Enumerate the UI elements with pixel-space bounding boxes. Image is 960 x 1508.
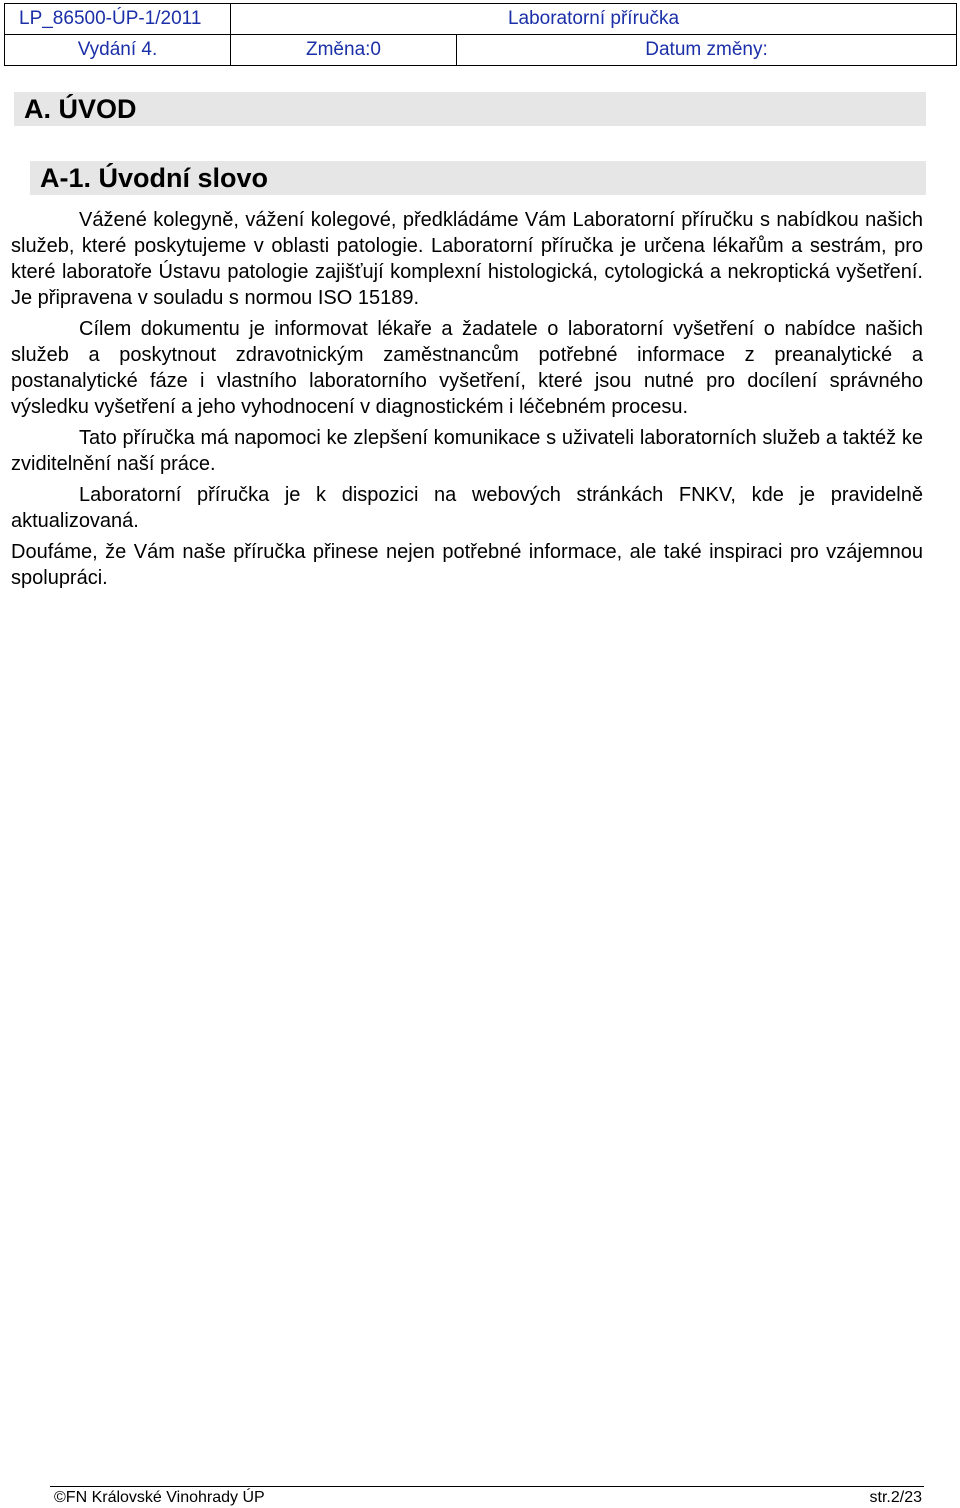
doc-title: Laboratorní příručka bbox=[231, 4, 957, 35]
body-text bbox=[11, 207, 923, 591]
document-footer bbox=[50, 1486, 924, 1506]
section-heading: A. ÚVOD bbox=[14, 92, 926, 126]
change-number: Změna:0 bbox=[231, 35, 457, 66]
doc-id: LP_86500-ÚP-1/2011 bbox=[5, 4, 231, 35]
document-header bbox=[4, 3, 957, 66]
page-number: str.2/23 bbox=[869, 1489, 922, 1506]
paragraph-closing: Doufáme, že Vám naše příručka přinese nejen potřebné informace, ale také inspiraci pro vzájemnou spolupráci. bbox=[11, 541, 923, 589]
issue-number: Vydání 4. bbox=[5, 35, 231, 66]
change-date: Datum změny: bbox=[457, 35, 957, 66]
paragraph-communication: Tato příručka má napomoci ke zlepšení komunikace s uživateli laboratorních služeb a taktéž ke zviditelnění naší práce. bbox=[11, 427, 923, 475]
subsection-heading: A-1. Úvodní slovo bbox=[30, 161, 926, 195]
paragraph-intro: Vážené kolegyně, vážení kolegové, předkládáme Vám Laboratorní příručku s nabídkou našich služeb, které poskytujeme v oblasti patologie. Laboratorní příručka je určena lékařům a sestrám, pro které laboratoře Ústavu patologie zajišťují komplexní histologická, cytologická a nekroptická vyšetření. Je připravena v souladu s normou ISO 15189. bbox=[11, 209, 923, 309]
paragraph-goal: Cílem dokumentu je informovat lékaře a žadatele o laboratorní vyšetření o nabídce našich služeb a poskytnout zdravotnickým zaměstnancům potřebné informace z preanalytické a postanalytické fáze i vlastního laboratorního vyšetření, které jsou nutné pro docílení správného výsledku vyšetření a jeho vyhodnocení v diagnostickém i léčebném procesu. bbox=[11, 318, 923, 418]
paragraph-availability: Laboratorní příručka je k dispozici na webových stránkách FNKV, kde je pravidelně aktualizovaná. bbox=[11, 484, 923, 532]
footer-copyright: ©FN Královské Vinohrady ÚP bbox=[54, 1489, 265, 1506]
